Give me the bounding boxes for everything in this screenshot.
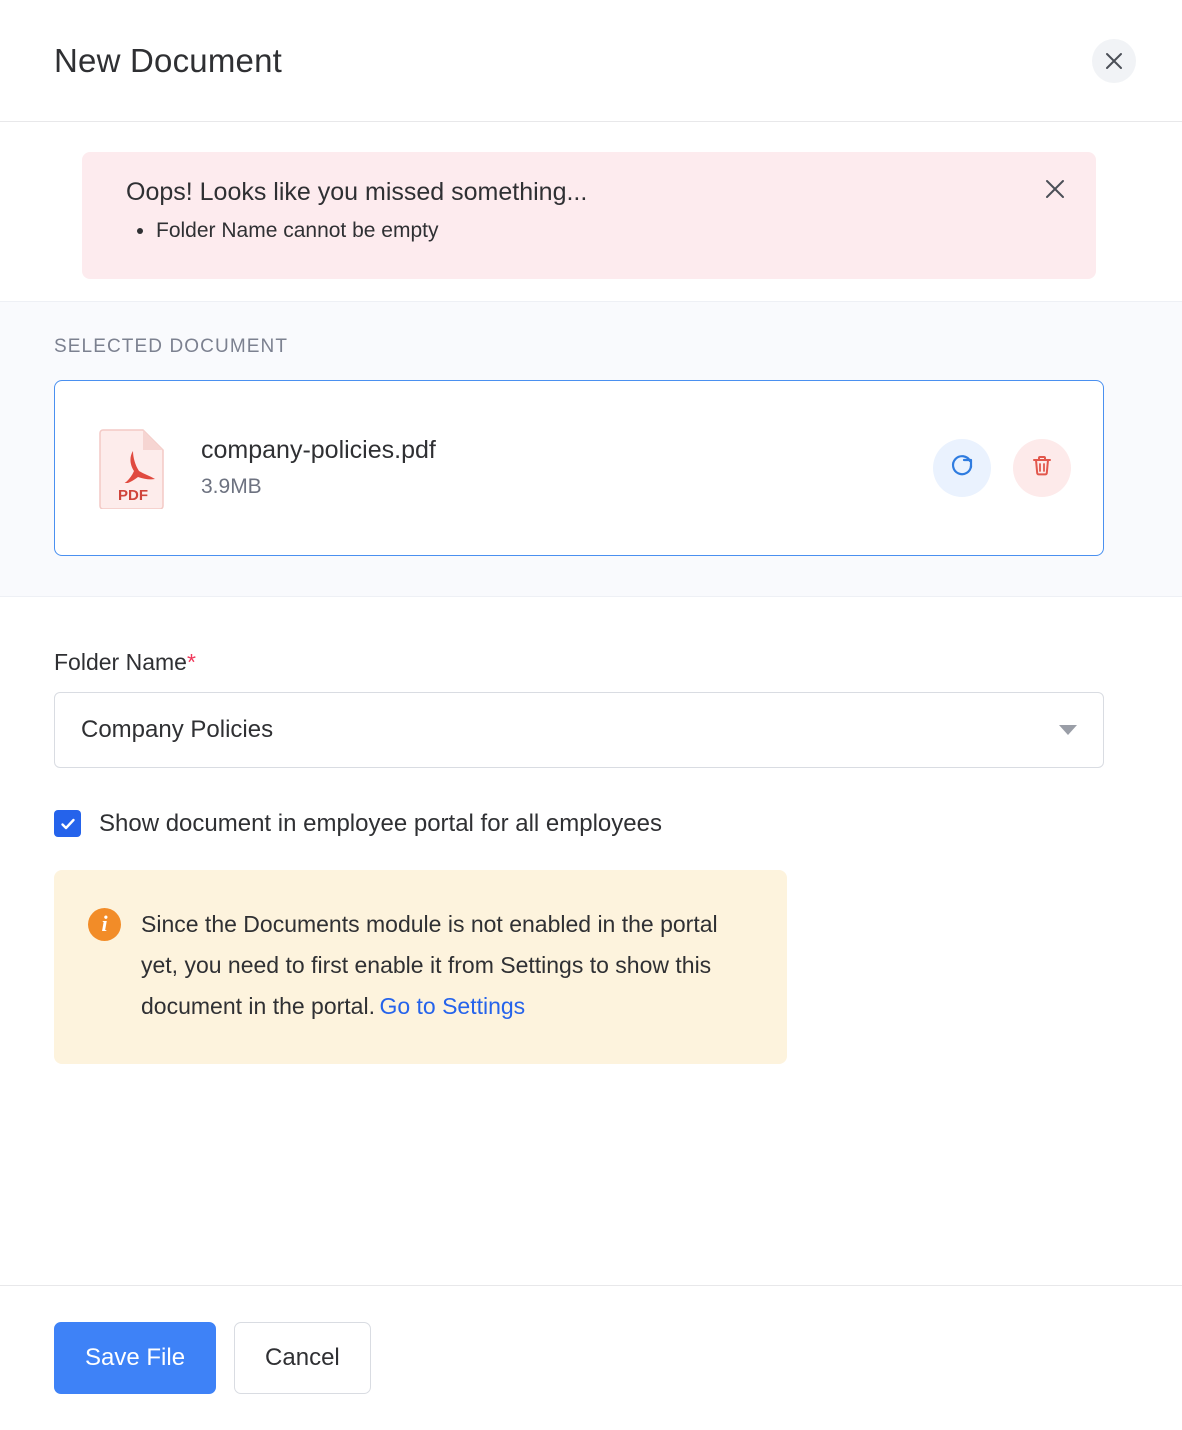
svg-text:PDF: PDF [118,486,148,504]
form-area [0,597,1182,1285]
folder-name-label-text: Folder Name [54,648,187,675]
selected-document-section [0,301,1182,597]
file-actions [933,439,1071,497]
go-to-settings-link[interactable]: Go to Settings [379,993,526,1020]
dialog-close-button[interactable] [1092,39,1136,83]
error-list [126,213,1062,249]
selected-document-label: SELECTED DOCUMENT [54,335,289,357]
portal-visibility-checkbox[interactable] [54,810,81,837]
refresh-icon [948,452,976,483]
reload-file-button[interactable] [933,439,991,497]
close-icon [1103,50,1125,72]
folder-name-label [54,649,1104,676]
error-list-item: • Folder Name cannot be empty [156,213,1062,249]
portal-visibility-row [54,810,1104,838]
file-name: company-policies.pdf [201,436,436,465]
portal-info-text: Since the Documents module is not enabled in the portal yet, you need to first enable it from Settings to show this document in the portal. [141,910,718,1020]
chevron-down-icon [1059,725,1077,735]
cancel-button[interactable]: Cancel [234,1322,371,1394]
info-icon: i [88,908,121,941]
file-meta [201,436,933,499]
error-banner [82,152,1096,279]
file-size: 3.9MB [201,475,262,499]
error-dismiss-button[interactable] [1042,176,1068,202]
close-icon [1042,190,1068,205]
page-title: New Document [54,41,282,79]
required-asterisk: * [186,648,196,675]
dialog-footer [0,1285,1182,1430]
save-file-button[interactable]: Save File [54,1322,216,1394]
selected-file-card[interactable] [54,380,1104,556]
error-banner-wrapper [0,122,1182,301]
dialog-body [0,122,1182,1285]
folder-name-select[interactable] [54,692,1104,768]
delete-file-button[interactable] [1013,439,1071,497]
portal-info-box [54,870,787,1064]
error-title: Oops! Looks like you missed something... [126,178,588,206]
portal-visibility-label[interactable]: Show document in employee portal for all employees [99,809,662,837]
dialog-header [0,0,1182,122]
folder-name-value: Company Policies [81,715,274,743]
trash-icon [1029,453,1055,482]
pdf-file-icon [99,427,167,509]
